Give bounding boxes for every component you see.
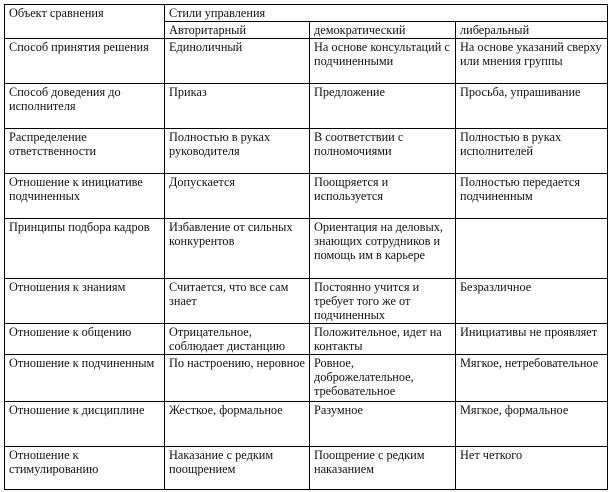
criterion-cell: Способ доведения до исполнителя (5, 84, 165, 129)
criterion-cell: Распределение ответственности (5, 129, 165, 174)
criterion-cell: Отношение к стимулированию (5, 447, 165, 490)
liberal-cell: На основе указаний сверху или мнения группы (456, 39, 608, 84)
criterion-cell: Отношения к знаниям (5, 279, 165, 324)
liberal-cell: Просьба, упрашивание (456, 84, 608, 129)
style-header-democratic: демократический (310, 22, 456, 39)
table-body (5, 39, 608, 490)
table-row (5, 219, 608, 279)
authoritarian-cell: Единоличный (165, 39, 310, 84)
democratic-cell: Поощряется и используется (310, 174, 456, 219)
democratic-cell: Ориентация на деловых, знающих сотрудников и помощь им в карьере (310, 219, 456, 279)
democratic-cell: Постоянно учится и требует того же от подчиненных (310, 279, 456, 324)
democratic-cell: На основе консультаций с подчиненными (310, 39, 456, 84)
criterion-cell: Способ принятия решения (5, 39, 165, 84)
authoritarian-cell: Жесткое, формальное (165, 402, 310, 447)
democratic-cell: Разумное (310, 402, 456, 447)
style-header-authoritarian: Авторитарный (165, 22, 310, 39)
authoritarian-cell: Допускается (165, 174, 310, 219)
authoritarian-cell: Приказ (165, 84, 310, 129)
table-row (5, 447, 608, 490)
table-row (5, 279, 608, 324)
liberal-cell (456, 219, 608, 279)
table-row (5, 129, 608, 174)
democratic-cell: Ровное, доброжелательное, требовательное (310, 355, 456, 402)
criterion-cell: Отношение к инициативе подчиненных (5, 174, 165, 219)
liberal-cell: Полностью в руках исполнителей (456, 129, 608, 174)
democratic-cell: В соответствии с полномочиями (310, 129, 456, 174)
table-row (5, 402, 608, 447)
liberal-cell: Мягкое, формальное (456, 402, 608, 447)
header-row-1 (5, 5, 608, 22)
liberal-cell: Безразличное (456, 279, 608, 324)
comparison-table (4, 4, 608, 490)
table-row (5, 84, 608, 129)
democratic-cell: Положительное, идет на контакты (310, 324, 456, 355)
style-header-liberal: либеральный (456, 22, 608, 39)
authoritarian-cell: Считается, что все сам знает (165, 279, 310, 324)
styles-title-header: Стили управления (165, 5, 608, 22)
liberal-cell: Мягкое, нетребовательное (456, 355, 608, 402)
democratic-cell: Предложение (310, 84, 456, 129)
compare-object-header: Объект сравнения (5, 5, 165, 39)
authoritarian-cell: Полностью в руках руководителя (165, 129, 310, 174)
democratic-cell: Поощрение с редким наказанием (310, 447, 456, 490)
table-row (5, 355, 608, 402)
criterion-cell: Отношение к общению (5, 324, 165, 355)
authoritarian-cell: Наказание с редким поощрением (165, 447, 310, 490)
criterion-cell: Отношение к дисциплине (5, 402, 165, 447)
liberal-cell: Инициативы не проявляет (456, 324, 608, 355)
table-row (5, 39, 608, 84)
liberal-cell: Полностью передается подчиненным (456, 174, 608, 219)
liberal-cell: Нет четкого (456, 447, 608, 490)
criterion-cell: Отношение к подчиненным (5, 355, 165, 402)
criterion-cell: Принципы подбора кадров (5, 219, 165, 279)
authoritarian-cell: По настроению, неровное (165, 355, 310, 402)
authoritarian-cell: Избавление от сильных конкурентов (165, 219, 310, 279)
table-row (5, 174, 608, 219)
table-row (5, 324, 608, 355)
authoritarian-cell: Отрицательное, соблюдает дистанцию (165, 324, 310, 355)
